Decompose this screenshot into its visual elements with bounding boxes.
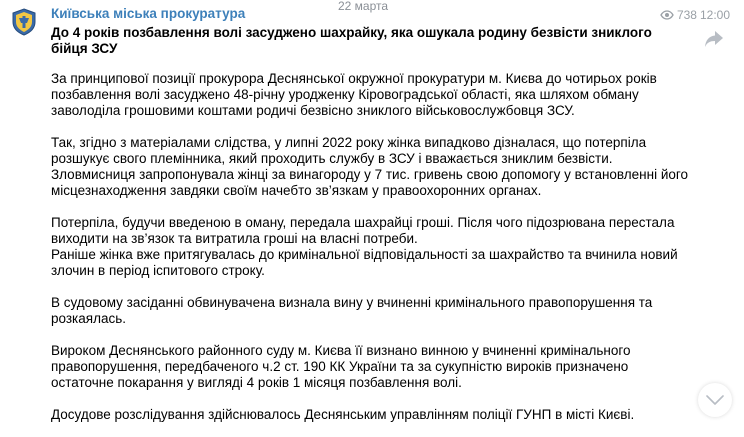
post-body bbox=[51, 71, 691, 437]
post-paragraph: Досудове розслідування здійснювалось Деснянським управлінням поліції ГУНП в місті Києві. bbox=[51, 407, 635, 422]
views-count: 738 bbox=[676, 8, 697, 22]
post-paragraph: Потерпіла, будучи введеною в оману, передала шахрайці гроші. Після чого підозрювана перестала виходити на зв’язок та витратила гроші на власні потреби. Раніше жінка вже притягувалась до кримінальної відповідальності за шахрайство та вчинила новий злочин в період іспитового строку. bbox=[51, 215, 678, 278]
prosecutor-emblem-icon[interactable] bbox=[11, 8, 37, 36]
post-meta bbox=[660, 8, 730, 22]
post-paragraph: Вироком Деснянського районного суду м. Києва її визнано винною у вчиненні кримінального правопорушення, передбаченого ч.2 ст. 190 КК України та за сукупністю вироків призначено остаточне покарання у вигляді 4 років 1 місяця позбавлення волі. bbox=[51, 343, 631, 390]
share-icon[interactable] bbox=[704, 30, 724, 48]
post-paragraph: Так, згідно з матеріалами слідства, у липні 2022 року жінка випадково дізналася, що потерпіла розшукує свого племінника, який проходить службу в ЗСУ і вважається зниклим безвісти. Зловмисниця запропонувала жінці за винагороду у 7 тис. гривень свою допомогу у встановленні його місцезнаходження завдяки своїм начебто зв’язкам у правоохоронних органах. bbox=[51, 135, 689, 198]
eye-icon bbox=[660, 10, 674, 20]
post-time: 12:00 bbox=[699, 8, 730, 22]
post-title: До 4 років позбавлення волі засуджено шахрайку, яка ошукала родину безвісти зниклого бійця ЗСУ bbox=[51, 25, 652, 56]
channel-name[interactable]: Київська міська прокуратура bbox=[51, 6, 246, 21]
date-label: 22 марта bbox=[338, 0, 389, 13]
post-paragraph: За принципової позиції прокурора Деснянської окружної прокуратури м. Києва до чотирьох років позбавлення волі засуджено 48-річну уродженку Кіровоградської області, яка шляхом обману заволоділа грошовими коштами родичі безвісно зниклого військовослужбовця ЗСУ. bbox=[51, 71, 657, 118]
chevron-down-icon bbox=[706, 395, 724, 405]
post-paragraph: В судовому засіданні обвинувачена визнала вину у вчиненні кримінального правопорушення та розкаялась. bbox=[51, 295, 653, 326]
scroll-down-button[interactable] bbox=[698, 383, 732, 417]
